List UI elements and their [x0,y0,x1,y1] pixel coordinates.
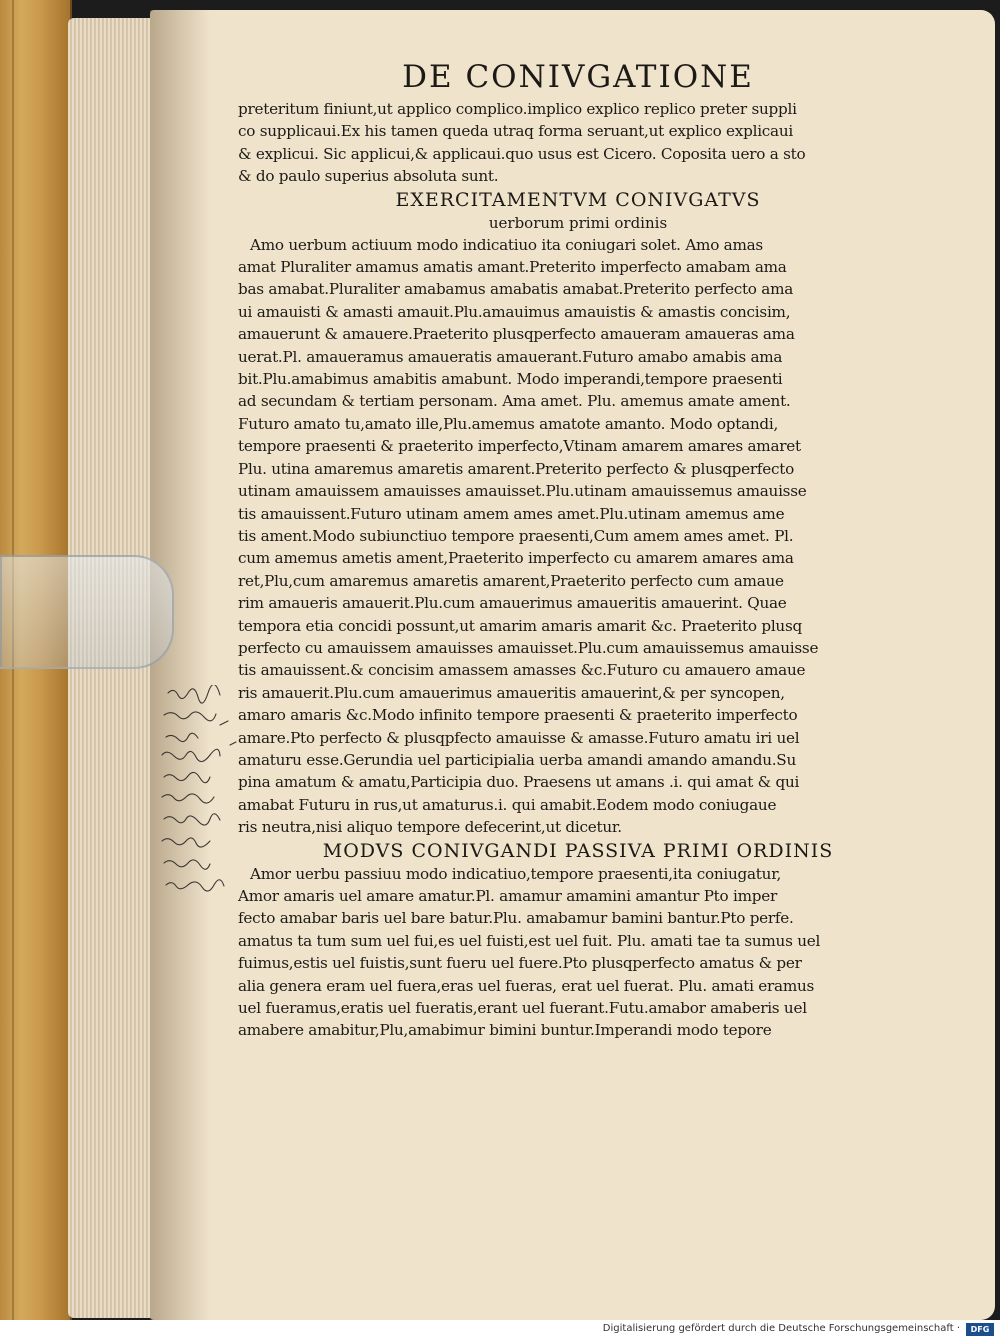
text-line: tis amauissent.Futuro utinam amem ames amet.Plu.utinam amemus ame [238,504,785,523]
text-line: tis amauissent.& concisim amassem amasses &c.Futuro cu amauero amaue [238,661,806,680]
text-line: tis ament.Modo subiunctiuo tempore praesenti,Cum amem ames amet. Pl. [238,526,794,545]
text-line: ris neutra,nisi aliquo tempore defecerint,ut dicetur. [238,818,622,837]
paragraph-2 [238,234,918,839]
marginalia-scribble-image [160,685,245,910]
dfg-logo-icon: DFG [966,1323,994,1336]
text-line: preteritum finiunt,ut applico complico.implico explico replico preter suppli [238,100,797,118]
text-line: Futuro amato tu,amato ille,Plu.amemus amatote amanto. Modo optandi, [238,414,779,433]
text-line: perfecto cu amauissem amauisses amauisset.Plu.cum amauissemus amauisse [238,638,819,657]
text-line: bit.Plu.amabimus amabitis amabunt. Modo imperandi,tempore praesenti [238,370,783,389]
text-line: & do paulo superius absoluta sunt. [238,167,499,186]
text-line: amat Pluraliter amamus amatis amant.Preterito imperfecto amabam ama [238,258,787,277]
text-line: amaro amaris &c.Modo infinito tempore praesenti & praeterito imperfecto [238,706,798,725]
text-line: amabat Futuru in rus,ut amaturus.i. qui amabit.Eodem modo coniugaue [238,795,777,814]
text-line: fuimus,estis uel fuistis,sunt fueru uel fuere.Pto plusqperfecto amatus & per [238,954,802,973]
text-line: Amor amaris uel amare amatur.Pl. amamur amamini amantur Pto imper [238,887,777,905]
text-line: utinam amauissem amauisses amauisset.Plu.utinam amauissemus amauisse [238,482,807,501]
text-line: tempora etia concidi possunt,ut amarim amaris amarit &c. Praeterito plusq [238,616,802,635]
glass-page-holder [0,555,174,669]
text-line: amauerunt & amauere.Praeterito plusqperfecto amaueram amaueras ama [238,325,795,344]
text-line: amabere amabitur,Plu,amabimur bimini buntur.Imperandi modo tepore [238,1021,772,1040]
paragraph-3 [238,863,918,1042]
text-line: amatus ta tum sum uel fui,es uel fuisti,est uel fuit. Plu. amati tae ta sumus uel [238,931,821,950]
text-line: uerat.Pl. amaueramus amaueratis amauerant.Futuro amabo amabis ama [238,347,783,366]
text-line: bas amabat.Pluraliter amabamus amabatis amabat.Preterito perfecto ama [238,280,794,299]
page-text-column [238,58,918,1042]
text-line: Plu. utina amaremus amaretis amarent.Preterito perfecto & plusqperfecto [238,459,795,478]
text-line: rim amaueris amauerit.Plu.cum amauerimus amaueritis amauerint. Quae [238,594,787,613]
text-line: ui amauisti & amasti amauit.Plu.amauimus amauistis & amastis concisim, [238,302,791,321]
text-line: cum amemus ametis ament,Praeterito imperfecto cu amarem amares ama [238,549,794,568]
text-line: amaturu esse.Gerundia uel participialia uerba amandi amando amandu.Su [238,750,796,769]
running-head: DE CONIVGATIONE [402,59,754,95]
text-line: Amo uerbum actiuum modo indicatiuo ita coniugari solet. Amo amas [250,235,763,254]
text-line: uel fueramus,eratis uel fueratis,erant uel fuerant.Futu.amabor amaberis uel [238,999,807,1018]
text-line: & explicui. Sic applicui,& applicaui.quo usus est Cicero. Coposita uero a sto [238,144,806,163]
handwritten-marginalia [160,685,245,910]
section-subheading: uerborum primi ordinis [488,213,668,232]
section-heading-modus-passiva: MODVS CONIVGANDI PASSIVA PRIMI ORDINIS [322,839,834,862]
text-line: Amor uerbu passiuu modo indicatiuo,tempore praesenti,ita coniugatur, [250,864,782,883]
text-line: pina amatum & amatu,Participia duo. Praesens ut amans .i. qui amat & qui [238,773,800,792]
section-heading-exercitamentum: EXERCITAMENTVM CONIVGATVS [395,188,761,211]
text-line: amare.Pto perfecto & plusqpfecto amauisse & amasse.Futuro amatu iri uel [238,728,800,747]
text-line: alia genera eram uel fuera,eras uel fueras, erat uel fuerat. Plu. amati eramus [238,976,815,995]
gutter-shadow [150,10,210,1320]
text-line: ret,Plu,cum amaremus amaretis amarent,Praeterito perfecto cum amaue [238,571,784,590]
text-line: tempore praesenti & praeterito imperfecto,Vtinam amarem amares amaret [238,437,801,456]
text-line: ris amauerit.Plu.cum amauerimus amaueritis amauerint,& per syncopen, [238,683,785,702]
footer-strip [0,1320,1000,1340]
text-line: co supplicaui.Ex his tamen queda utraq forma seruant,ut explico explicaui [238,122,793,141]
text-line: ad secundam & tertiam personam. Ama amet. Plu. amemus amate ament. [238,392,791,411]
funding-credit: Digitalisierung gefördert durch die Deutsche Forschungsgemeinschaft · [602,1323,960,1334]
text-line: fecto amabar baris uel bare batur.Plu. amabamur bamini bantur.Pto perfe. [238,909,794,928]
paragraph-1 [238,98,918,188]
